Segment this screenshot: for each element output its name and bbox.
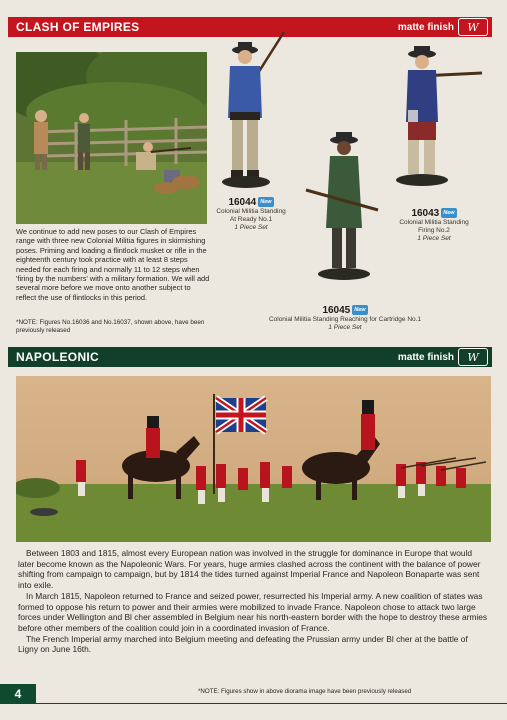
clash-description-text: We continue to add new poses to our Clash of Empires range with three new Colonial Militia figures in skirmishing poses. Priming and loading a flintlock musket or rifle in the eighteenth century took practice with at least 8 steps needed for each firing and normally 11 to 12 steps when 'firing by the numbers' with a military formation. We will add several more before we move onto another subject to reflect the use of flintlocks in this period. [16, 227, 210, 302]
paragraph: In March 1815, Napoleon returned to France and seized power, resurrected his Imperial army. A new coalition of states was formed to oppose his return to power and their armies were mobilized to invade France. Napoleon chose to attack two large forces under Wellington and Bl cher assembled in Belgium near his north-eastern border with the hope to destroy these armies before other members of the coalition could join in a coordinated invasion of France. [18, 590, 488, 633]
footnote-text: *NOTE: Figures show in above diorama image have been previously released [198, 688, 412, 695]
new-badge: New [443, 210, 455, 216]
figure-16044-image [216, 22, 286, 192]
figure-16043-image [390, 40, 485, 200]
clash-note-text: *NOTE: Figures No.16036 and No.16037, shown above, have been previously released [16, 319, 205, 334]
figure-16044-caption [208, 197, 294, 232]
section-title: NAPOLEONIC [16, 350, 100, 364]
finish-label: matte finish [397, 351, 454, 363]
figure-name-line2: At Ready No.1 [229, 216, 273, 223]
new-badge: New [354, 307, 366, 313]
new-badge: New [260, 199, 272, 205]
figure-number: 16043 [411, 208, 440, 219]
finish-label: matte finish [397, 21, 454, 33]
napoleonic-diorama-photo [16, 376, 491, 542]
figure-set: 1 Piece Set [328, 324, 362, 331]
page-number: 4 [0, 684, 36, 704]
paragraph: Between 1803 and 1815, almost every European nation was involved in the struggle for dominance in Europe that would later become known as the Napoleonic Wars. For years, huge armies clashed across the continent with the balance of power shifting from campaign to campaign, but by 1814 the tides turned against Imperial France and Napoleon Bonaparte was sent into exile. [18, 548, 481, 591]
footer-rule [36, 703, 507, 704]
paragraph: The French Imperial army marched into Belgium meeting and defeating the Prussian army under Bl cher at the battle of Ligny on June 16th. [18, 633, 468, 655]
figure-16043-caption [394, 208, 474, 243]
clash-diorama-photo [16, 52, 207, 224]
figure-name-line2: Firing No.2 [418, 227, 450, 234]
figure-16045-image [300, 128, 380, 288]
figure-name-line1: Colonial Militia Standing Reaching for Cartridge No.1 [268, 316, 422, 323]
section-banner-napoleonic [8, 347, 492, 367]
napoleonic-description-text [18, 548, 490, 655]
figure-set: 1 Piece Set [417, 235, 451, 242]
figure-name-line1: Colonial Militia Standing [216, 208, 286, 215]
figure-16045-caption [260, 305, 430, 332]
section-title: CLASH OF EMPIRES [16, 20, 140, 34]
brand-logo-icon: W [458, 348, 488, 366]
brand-logo-icon: W [458, 18, 488, 36]
figure-name-line1: Colonial Militia Standing [399, 219, 469, 226]
figure-number: 16044 [228, 197, 257, 208]
figure-number: 16045 [322, 305, 351, 316]
figure-set: 1 Piece Set [234, 224, 268, 231]
